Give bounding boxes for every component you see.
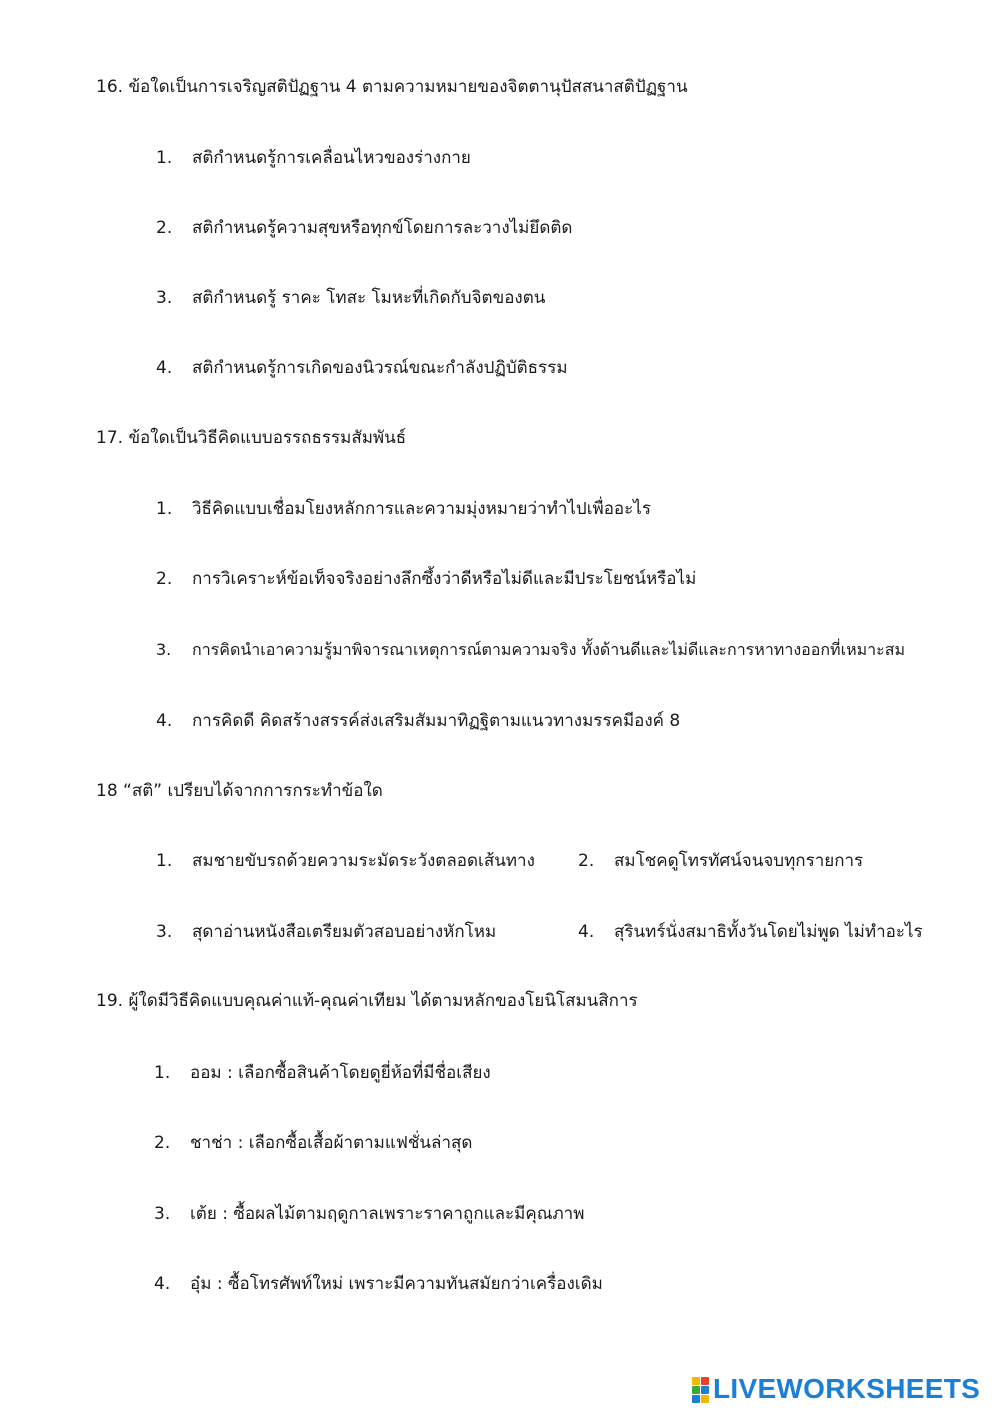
option-text: สติกำหนดรู้ ราคะ โทสะ โมหะที่เกิดกับจิตของตน <box>192 288 546 308</box>
q16-option-1[interactable] <box>156 147 471 169</box>
option-text: สติกำหนดรู้การเคลื่อนไหวของร่างกาย <box>192 148 471 168</box>
question-18-title: 18 “สติ” เปรียบได้จากการกระทำข้อใด <box>96 781 383 801</box>
q19-option-1[interactable] <box>154 1062 491 1084</box>
q17-option-3[interactable] <box>156 639 905 661</box>
option-text: สมโชคดูโทรทัศน์จนจบทุกรายการ <box>614 851 864 871</box>
option-number: 4. <box>156 711 173 731</box>
option-text: สติกำหนดรู้ความสุขหรือทุกข์โดยการละวางไม่ยึดติด <box>192 218 573 238</box>
q17-option-1[interactable] <box>156 498 651 520</box>
option-number: 4. <box>578 922 595 942</box>
option-number: 3. <box>156 288 173 308</box>
option-number: 1. <box>156 499 173 519</box>
option-number: 3. <box>156 640 172 659</box>
q16-option-4[interactable] <box>156 357 568 379</box>
option-number: 2. <box>578 851 595 871</box>
option-number: 1. <box>154 1063 171 1083</box>
option-text: เต้ย : ซื้อผลไม้ตามฤดูกาลเพราะราคาถูกและมีคุณภาพ <box>190 1204 585 1224</box>
option-number: 2. <box>156 218 173 238</box>
option-text: การคิดนำเอาความรู้มาพิจารณาเหตุการณ์ตามความจริง ทั้งด้านดีและไม่ดีและการหาทางออกที่เหมาะสม <box>192 640 906 659</box>
option-text: สุดาอ่านหนังสือเตรียมตัวสอบอย่างหักโหม <box>192 922 497 942</box>
option-number: 2. <box>154 1133 171 1153</box>
q18-option-3[interactable] <box>156 921 496 943</box>
option-text: สุรินทร์นั่งสมาธิทั้งวันโดยไม่พูด ไม่ทำอะไร <box>614 922 923 942</box>
option-number: 3. <box>156 922 173 942</box>
q17-option-4[interactable] <box>156 710 680 732</box>
option-number: 1. <box>156 148 173 168</box>
option-text: สติกำหนดรู้การเกิดของนิวรณ์ขณะกำลังปฏิบัติธรรม <box>192 358 568 378</box>
option-number: 4. <box>156 358 173 378</box>
option-text: การวิเคราะห์ข้อเท็จจริงอย่างลึกซึ้งว่าดีหรือไม่ดีและมีประโยชน์หรือไม่ <box>192 569 697 589</box>
option-text: อุ๋ม : ซื้อโทรศัพท์ใหม่ เพราะมีความทันสมัยกว่าเครื่องเดิม <box>190 1274 603 1294</box>
q16-option-2[interactable] <box>156 217 572 239</box>
q18-option-4[interactable] <box>578 921 923 943</box>
q18-option-1[interactable] <box>156 850 535 872</box>
question-17-title: 17. ข้อใดเป็นวิธีคิดแบบอรรถธรรมสัมพันธ์ <box>96 428 407 448</box>
liveworksheets-logo-text: LIVEWORKSHEETS <box>713 1373 981 1404</box>
option-text: สมชายขับรถด้วยความระมัดระวังตลอดเส้นทาง <box>192 851 535 871</box>
question-19-title: 19. ผู้ใดมีวิธีคิดแบบคุณค่าแท้-คุณค่าเทียม ได้ตามหลักของโยนิโสมนสิการ <box>96 991 638 1011</box>
question-16-title: 16. ข้อใดเป็นการเจริญสติปัฏฐาน 4 ตามความหมายของจิตตานุปัสสนาสติปัฏฐาน <box>96 77 688 97</box>
option-text: การคิดดี คิดสร้างสรรค์ส่งเสริมสัมมาทิฏฐิตามแนวทางมรรคมีองค์ 8 <box>192 711 681 731</box>
option-number: 3. <box>154 1204 171 1224</box>
q19-option-3[interactable] <box>154 1203 584 1225</box>
option-number: 2. <box>156 569 173 589</box>
q17-option-2[interactable] <box>156 568 696 590</box>
option-text: ชาช่า : เลือกซื้อเสื้อผ้าตามแฟชั่นล่าสุด <box>190 1133 473 1153</box>
q16-option-3[interactable] <box>156 287 545 309</box>
option-text: วิธีคิดแบบเชื่อมโยงหลักการและความมุ่งหมายว่าทำไปเพื่ออะไร <box>192 499 651 519</box>
liveworksheets-logo <box>692 1372 980 1406</box>
q18-option-2[interactable] <box>578 850 863 872</box>
option-number: 4. <box>154 1274 171 1294</box>
option-text: ออม : เลือกซื้อสินค้าโดยดูยี่ห้อที่มีชื่อเสียง <box>190 1063 491 1083</box>
q19-option-4[interactable] <box>154 1273 603 1295</box>
q19-option-2[interactable] <box>154 1132 472 1154</box>
option-number: 1. <box>156 851 173 871</box>
liveworksheets-mark-icon <box>692 1375 710 1403</box>
